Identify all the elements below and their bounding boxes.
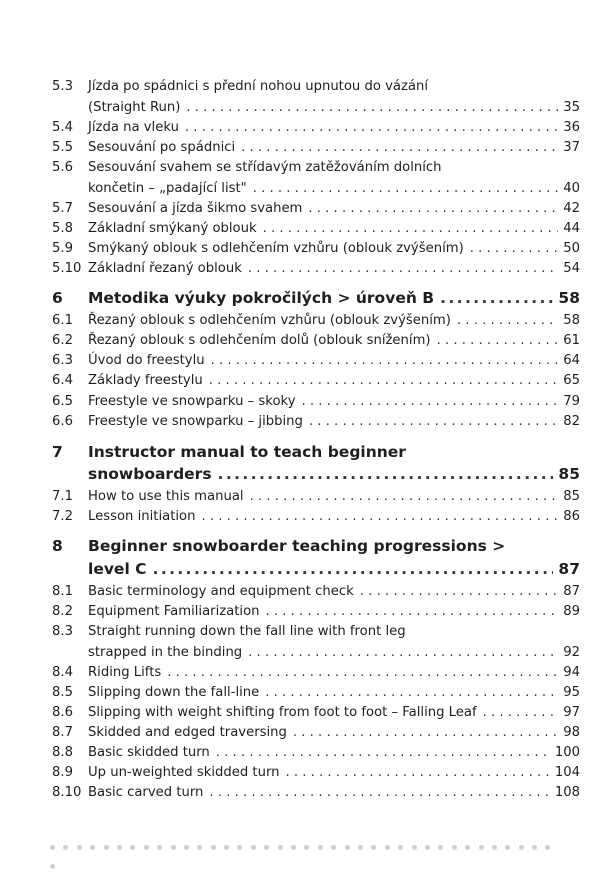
toc-number: 7.2 — [52, 509, 73, 524]
toc-page-number: 108 — [554, 785, 580, 800]
toc-heading — [0, 287, 600, 309]
toc-heading — [0, 558, 600, 580]
toc-number: 8.7 — [52, 725, 73, 740]
toc-entry — [0, 371, 600, 391]
toc-title: Up un-weighted skidded turn — [88, 765, 280, 780]
toc-page-number: 61 — [563, 333, 580, 348]
toc-title: Freestyle ve snowparku – jibbing — [88, 414, 303, 429]
toc-title: Riding Lifts — [88, 665, 162, 680]
toc-entry — [0, 158, 600, 178]
dot-leader — [302, 392, 559, 412]
toc-title: Basic skidded turn — [88, 745, 210, 760]
toc-title: level C — [88, 560, 147, 578]
toc-entry — [0, 392, 600, 412]
toc-title: Basic terminology and equipment check — [88, 584, 354, 599]
toc-title: Basic carved turn — [88, 785, 204, 800]
toc-page-number: 58 — [563, 313, 580, 328]
toc-page-number: 54 — [563, 261, 580, 276]
toc-number: 5.10 — [52, 261, 82, 276]
toc-number: 5.7 — [52, 201, 73, 216]
toc-number: 8.5 — [52, 685, 73, 700]
toc-number: 5.8 — [52, 221, 73, 236]
toc-title: Metodika výuky pokročilých > úroveň B — [88, 289, 435, 307]
toc-number: 8.4 — [52, 665, 73, 680]
toc-entry — [0, 643, 600, 663]
toc-entry — [0, 311, 600, 331]
toc-title: Skidded and edged traversing — [88, 725, 287, 740]
dot-leader — [265, 683, 558, 703]
toc-entry — [0, 763, 600, 783]
dot-leader — [470, 239, 558, 259]
toc-title: končetin – „padající list" — [88, 181, 247, 196]
toc-title: (Straight Run) — [88, 100, 181, 115]
toc-entry — [0, 703, 600, 723]
toc-page-number: 89 — [563, 604, 580, 619]
dot-leader — [241, 138, 558, 158]
toc-title: How to use this manual — [88, 489, 244, 504]
toc-title: snowboarders — [88, 465, 212, 483]
dot-leader — [216, 743, 550, 763]
dot-leader — [309, 412, 558, 432]
dot-leader — [209, 783, 549, 803]
toc-entry — [0, 138, 600, 158]
footer-dot — [117, 845, 122, 850]
toc-number: 8.1 — [52, 584, 73, 599]
footer-dot — [278, 845, 283, 850]
footer-dot — [171, 845, 176, 850]
toc-entry — [0, 239, 600, 259]
toc-title: Jízda po spádnici s přední nohou upnutou do vázání — [88, 79, 429, 94]
footer-dot — [291, 845, 296, 850]
footer-dot — [318, 845, 323, 850]
toc-page-number: 82 — [563, 414, 580, 429]
dot-leader — [248, 259, 558, 279]
toc-number: 7.1 — [52, 489, 73, 504]
toc-page-number: 100 — [554, 745, 580, 760]
toc-page-number: 94 — [563, 665, 580, 680]
toc-page-number: 65 — [563, 373, 580, 388]
toc-page-number: 95 — [563, 685, 580, 700]
toc-number: 8.3 — [52, 624, 73, 639]
toc-page-number: 85 — [563, 489, 580, 504]
toc-title: Sesouvání svahem se střídavým zatěžováním dolních — [88, 160, 442, 175]
toc-number: 5.3 — [52, 79, 73, 94]
toc-entry — [0, 412, 600, 432]
dot-leader — [360, 582, 558, 602]
toc-page-number: 36 — [563, 120, 580, 135]
toc-page-number: 40 — [563, 181, 580, 196]
toc-title: Základní smýkaný oblouk — [88, 221, 257, 236]
toc-number: 6.4 — [52, 373, 73, 388]
page-footer-dots — [50, 835, 570, 845]
toc-entry — [0, 219, 600, 239]
toc-entry — [0, 507, 600, 527]
toc-page-number: 35 — [563, 100, 580, 115]
toc-entry — [0, 331, 600, 351]
toc-entry — [0, 663, 600, 683]
dot-leader — [218, 463, 554, 485]
footer-dot — [479, 845, 484, 850]
dot-leader — [483, 703, 559, 723]
toc-page-number: 87 — [563, 584, 580, 599]
dot-leader — [185, 118, 558, 138]
toc-entry — [0, 783, 600, 803]
toc-number: 6.2 — [52, 333, 73, 348]
toc-entry — [0, 487, 600, 507]
footer-dot — [144, 845, 149, 850]
toc-number: 6.5 — [52, 394, 73, 409]
toc-title: Straight running down the fall line with front leg — [88, 624, 406, 639]
footer-dot — [385, 845, 390, 850]
toc-number: 6 — [52, 289, 63, 307]
toc-title: Freestyle ve snowparku – skoky — [88, 394, 296, 409]
toc-page-number: 86 — [563, 509, 580, 524]
toc-number: 6.6 — [52, 414, 73, 429]
toc-entry — [0, 98, 600, 118]
toc-title: Slipping with weight shifting from foot to foot – Falling Leaf — [88, 705, 477, 720]
toc-page-number: 97 — [563, 705, 580, 720]
footer-dot — [358, 845, 363, 850]
toc-number: 7 — [52, 443, 63, 461]
footer-dot — [251, 845, 256, 850]
toc-heading — [0, 535, 600, 557]
footer-dot — [345, 845, 350, 850]
toc-title: Řezaný oblouk s odlehčením dolů (oblouk snížením) — [88, 333, 431, 348]
dot-leader — [167, 663, 558, 683]
toc-title: Sesouvání po spádnici — [88, 140, 236, 155]
toc-number: 8.10 — [52, 785, 82, 800]
toc-entry — [0, 602, 600, 622]
dot-leader — [186, 98, 558, 118]
dot-leader — [209, 371, 558, 391]
toc-page-number: 37 — [563, 140, 580, 155]
toc-page-number: 79 — [563, 394, 580, 409]
toc-entry — [0, 622, 600, 642]
toc-title: Základní řezaný oblouk — [88, 261, 242, 276]
toc-page-number: 58 — [558, 289, 580, 307]
footer-dot — [519, 845, 524, 850]
toc-number: 5.5 — [52, 140, 73, 155]
toc-page-number: 85 — [558, 465, 580, 483]
dot-leader — [263, 219, 559, 239]
toc-number: 6.1 — [52, 313, 73, 328]
toc-number: 8.6 — [52, 705, 73, 720]
footer-dot — [104, 845, 109, 850]
toc-title: strapped in the binding — [88, 645, 243, 660]
footer-dot — [492, 845, 497, 850]
footer-dot — [184, 845, 189, 850]
dot-leader — [293, 723, 558, 743]
footer-dot — [50, 845, 55, 850]
toc-page-number: 42 — [563, 201, 580, 216]
dot-leader — [308, 199, 558, 219]
toc-entry — [0, 77, 600, 97]
footer-dot — [77, 845, 82, 850]
footer-dot — [50, 864, 55, 869]
toc-number: 5.6 — [52, 160, 73, 175]
dot-leader — [457, 311, 558, 331]
toc-title: Sesouvání a jízda šikmo svahem — [88, 201, 303, 216]
toc-title: Řezaný oblouk s odlehčením vzhůru (oblouk zvýšením) — [88, 313, 451, 328]
toc-title: Equipment Familiarization — [88, 604, 260, 619]
toc-number: 8.8 — [52, 745, 73, 760]
toc-entry — [0, 259, 600, 279]
toc-entry — [0, 118, 600, 138]
dot-leader — [201, 507, 558, 527]
toc-title: Smýkaný oblouk s odlehčením vzhůru (oblouk zvýšením) — [88, 241, 464, 256]
toc-title: Beginner snowboarder teaching progressions > — [88, 537, 506, 555]
toc-number: 8.2 — [52, 604, 73, 619]
toc-entry — [0, 683, 600, 703]
toc-title: Lesson initiation — [88, 509, 196, 524]
toc-entry — [0, 723, 600, 743]
toc-page-number: 44 — [563, 221, 580, 236]
toc-title: Jízda na vleku — [88, 120, 179, 135]
dot-leader — [253, 179, 558, 199]
toc-page-number: 64 — [563, 353, 580, 368]
toc-heading — [0, 441, 600, 463]
toc-number: 5.4 — [52, 120, 73, 135]
toc-page-number: 104 — [554, 765, 580, 780]
dot-leader — [286, 763, 550, 783]
dot-leader — [250, 487, 559, 507]
toc-entry — [0, 743, 600, 763]
footer-dot — [211, 845, 216, 850]
toc-page-number: 98 — [563, 725, 580, 740]
footer-dot — [412, 845, 417, 850]
footer-dot — [452, 845, 457, 850]
toc-title: Úvod do freestylu — [88, 353, 205, 368]
dot-leader — [153, 558, 554, 580]
toc-page-number: 92 — [563, 645, 580, 660]
toc-entry — [0, 351, 600, 371]
toc-entry — [0, 199, 600, 219]
toc-number: 5.9 — [52, 241, 73, 256]
toc-heading — [0, 463, 600, 485]
toc-title: Základy freestylu — [88, 373, 203, 388]
toc-number: 6.3 — [52, 353, 73, 368]
toc-title: Instructor manual to teach beginner — [88, 443, 406, 461]
dot-leader — [440, 287, 553, 309]
dot-leader — [248, 643, 558, 663]
dot-leader — [266, 602, 559, 622]
toc-number: 8 — [52, 537, 63, 555]
dot-leader — [211, 351, 559, 371]
toc-page-number: 50 — [563, 241, 580, 256]
toc-entry — [0, 582, 600, 602]
footer-dot — [425, 845, 430, 850]
toc-entry — [0, 179, 600, 199]
toc-title: Slipping down the fall-line — [88, 685, 260, 700]
toc-page-number: 87 — [558, 560, 580, 578]
toc-number: 8.9 — [52, 765, 73, 780]
dot-leader — [437, 331, 559, 351]
